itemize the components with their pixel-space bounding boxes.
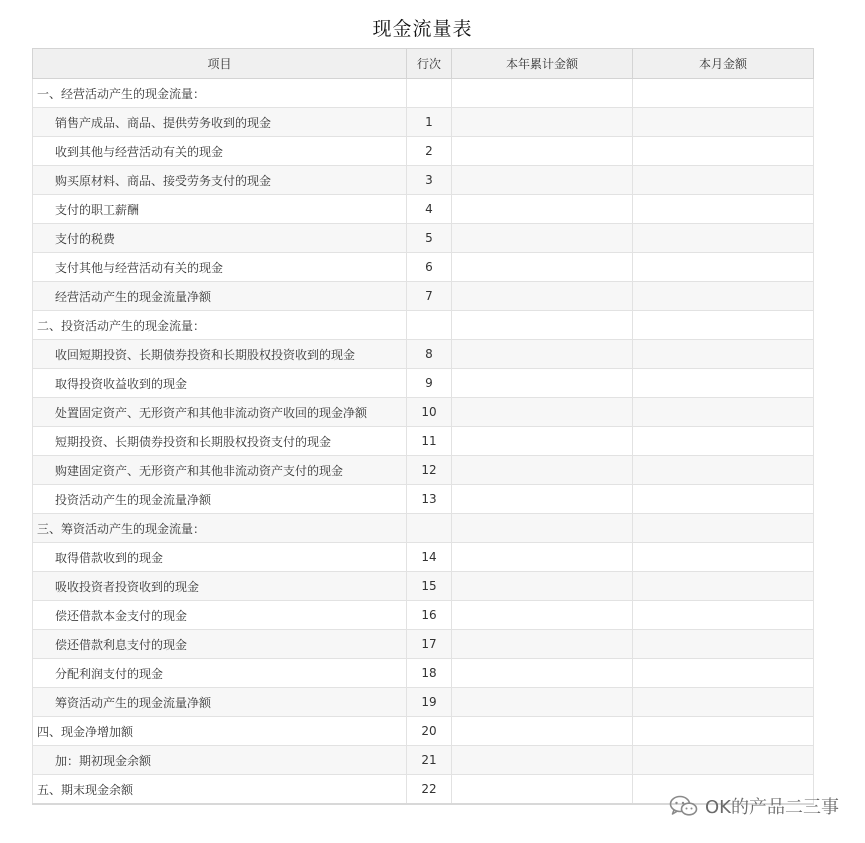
column-header-month-amount: 本月金额 (633, 49, 814, 79)
table-row (33, 427, 814, 456)
table-row (33, 630, 814, 659)
cell-item: 分配利润支付的现金 (33, 659, 407, 688)
cell-line: 17 (407, 630, 452, 659)
cell-item: 五、期末现金余额 (33, 775, 407, 805)
cell-item: 投资活动产生的现金流量净额 (33, 485, 407, 514)
cell-item: 二、投资活动产生的现金流量： (33, 311, 407, 340)
table-row (33, 398, 814, 427)
cell-month-amount (633, 79, 814, 108)
cell-item: 偿还借款本金支付的现金 (33, 601, 407, 630)
cell-month-amount (633, 340, 814, 369)
cell-ytd-amount (452, 775, 633, 805)
cell-month-amount (633, 427, 814, 456)
cell-item: 经营活动产生的现金流量净额 (33, 282, 407, 311)
cell-month-amount (633, 108, 814, 137)
cell-line: 4 (407, 195, 452, 224)
cell-ytd-amount (452, 311, 633, 340)
cell-item: 吸收投资者投资收到的现金 (33, 572, 407, 601)
cell-month-amount (633, 514, 814, 543)
cell-ytd-amount (452, 688, 633, 717)
cell-ytd-amount (452, 137, 633, 166)
cell-item: 支付的税费 (33, 224, 407, 253)
column-header-item: 项目 (33, 49, 407, 79)
cell-ytd-amount (452, 543, 633, 572)
cell-line (407, 514, 452, 543)
cell-month-amount (633, 688, 814, 717)
cell-month-amount (633, 572, 814, 601)
cell-line: 10 (407, 398, 452, 427)
cell-ytd-amount (452, 746, 633, 775)
table-row (33, 543, 814, 572)
cell-ytd-amount (452, 369, 633, 398)
table-row (33, 137, 814, 166)
cell-item: 收到其他与经营活动有关的现金 (33, 137, 407, 166)
cell-month-amount (633, 195, 814, 224)
cell-item: 加：期初现金余额 (33, 746, 407, 775)
cell-month-amount (633, 253, 814, 282)
cell-item: 一、经营活动产生的现金流量： (33, 79, 407, 108)
cell-line: 3 (407, 166, 452, 195)
column-header-line: 行次 (407, 49, 452, 79)
wechat-icon (669, 795, 699, 817)
cell-ytd-amount (452, 717, 633, 746)
cell-month-amount (633, 543, 814, 572)
cell-item: 收回短期投资、长期债券投资和长期股权投资收到的现金 (33, 340, 407, 369)
table-row (33, 79, 814, 108)
cell-line: 1 (407, 108, 452, 137)
cell-line: 6 (407, 253, 452, 282)
table-row (33, 282, 814, 311)
cell-line: 13 (407, 485, 452, 514)
cell-line: 8 (407, 340, 452, 369)
cell-month-amount (633, 485, 814, 514)
cell-month-amount (633, 398, 814, 427)
table-row (33, 166, 814, 195)
table-row (33, 717, 814, 746)
cell-ytd-amount (452, 659, 633, 688)
cell-line (407, 311, 452, 340)
table-row (33, 311, 814, 340)
cell-month-amount (633, 166, 814, 195)
cell-item: 购建固定资产、无形资产和其他非流动资产支付的现金 (33, 456, 407, 485)
cell-month-amount (633, 659, 814, 688)
cell-line: 2 (407, 137, 452, 166)
page-title: 现金流量表 (372, 18, 473, 40)
cell-line: 7 (407, 282, 452, 311)
cell-ytd-amount (452, 108, 633, 137)
cell-line (407, 79, 452, 108)
table-header-row (33, 49, 814, 79)
cell-item: 筹资活动产生的现金流量净额 (33, 688, 407, 717)
cell-month-amount (633, 369, 814, 398)
cell-ytd-amount (452, 456, 633, 485)
cell-line: 20 (407, 717, 452, 746)
table-row (33, 746, 814, 775)
cell-ytd-amount (452, 398, 633, 427)
cell-line: 19 (407, 688, 452, 717)
cell-line: 11 (407, 427, 452, 456)
cell-line: 14 (407, 543, 452, 572)
cell-month-amount (633, 601, 814, 630)
table-row (33, 514, 814, 543)
cell-item: 短期投资、长期债券投资和长期股权投资支付的现金 (33, 427, 407, 456)
cell-month-amount (633, 746, 814, 775)
column-header-ytd-amount: 本年累计金额 (452, 49, 633, 79)
cell-item: 偿还借款利息支付的现金 (33, 630, 407, 659)
cell-month-amount (633, 630, 814, 659)
cell-month-amount (633, 282, 814, 311)
cell-month-amount (633, 717, 814, 746)
cell-line: 9 (407, 369, 452, 398)
table-row (33, 195, 814, 224)
table-body (33, 79, 814, 805)
cell-month-amount (633, 224, 814, 253)
cell-ytd-amount (452, 630, 633, 659)
cell-line: 15 (407, 572, 452, 601)
cell-line: 21 (407, 746, 452, 775)
cell-item: 支付的职工薪酬 (33, 195, 407, 224)
cash-flow-table (32, 48, 814, 805)
cell-item: 三、筹资活动产生的现金流量： (33, 514, 407, 543)
cell-line: 18 (407, 659, 452, 688)
table-row (33, 485, 814, 514)
table-row (33, 572, 814, 601)
cell-ytd-amount (452, 166, 633, 195)
table-row (33, 456, 814, 485)
cell-line: 12 (407, 456, 452, 485)
cell-line: 22 (407, 775, 452, 805)
cell-line: 16 (407, 601, 452, 630)
table-row (33, 340, 814, 369)
cell-ytd-amount (452, 195, 633, 224)
watermark (669, 793, 839, 819)
cell-month-amount (633, 137, 814, 166)
watermark-text: OK的产品二三事 (705, 797, 839, 818)
cell-ytd-amount (452, 224, 633, 253)
cell-ytd-amount (452, 601, 633, 630)
cell-ytd-amount (452, 427, 633, 456)
table-row (33, 224, 814, 253)
cell-ytd-amount (452, 514, 633, 543)
table-row (33, 688, 814, 717)
cell-ytd-amount (452, 572, 633, 601)
cell-ytd-amount (452, 282, 633, 311)
cell-item: 取得借款收到的现金 (33, 543, 407, 572)
table-row (33, 253, 814, 282)
cell-ytd-amount (452, 253, 633, 282)
table-row (33, 601, 814, 630)
table-row (33, 369, 814, 398)
cell-month-amount (633, 311, 814, 340)
cell-ytd-amount (452, 340, 633, 369)
cell-item: 销售产成品、商品、提供劳务收到的现金 (33, 108, 407, 137)
table-row (33, 108, 814, 137)
cell-line: 5 (407, 224, 452, 253)
cell-item: 取得投资收益收到的现金 (33, 369, 407, 398)
cell-ytd-amount (452, 79, 633, 108)
cell-ytd-amount (452, 485, 633, 514)
cell-month-amount (633, 456, 814, 485)
cell-item: 处置固定资产、无形资产和其他非流动资产收回的现金净额 (33, 398, 407, 427)
cell-item: 支付其他与经营活动有关的现金 (33, 253, 407, 282)
cell-item: 四、现金净增加额 (33, 717, 407, 746)
cell-item: 购买原材料、商品、接受劳务支付的现金 (33, 166, 407, 195)
table-row (33, 659, 814, 688)
